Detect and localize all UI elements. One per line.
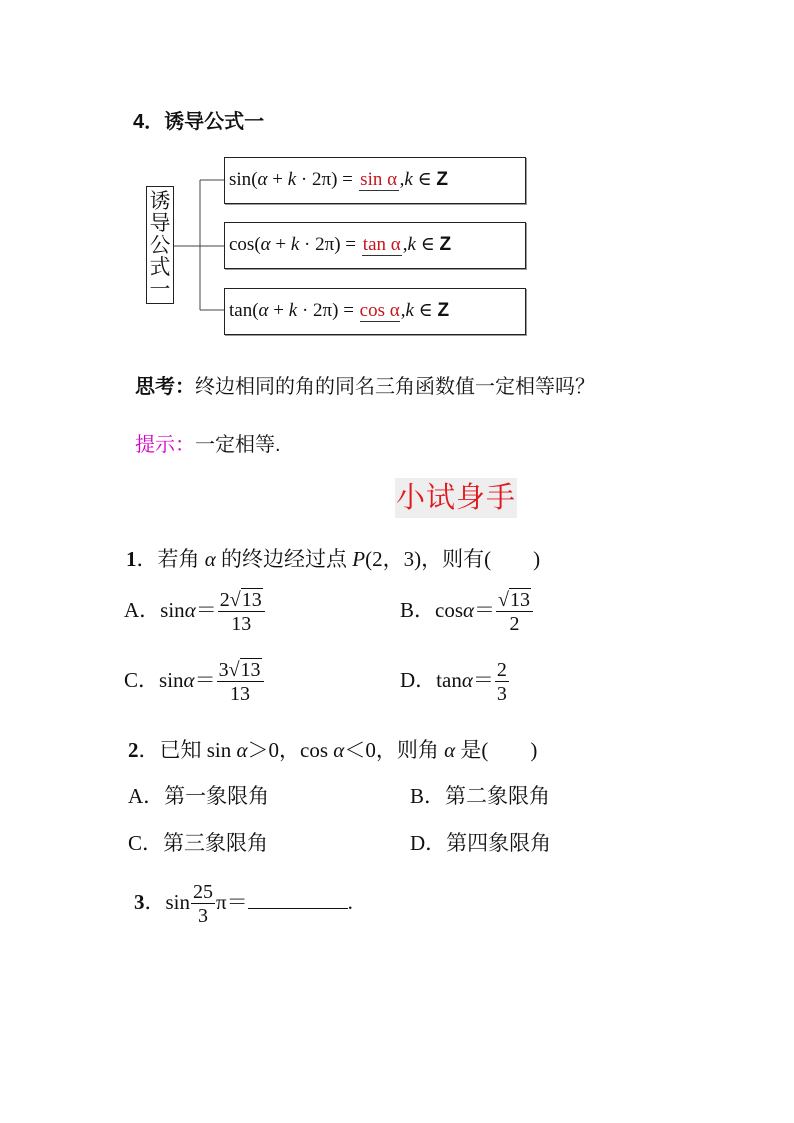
alpha-symbol: α xyxy=(444,738,456,762)
denominator: 3 xyxy=(198,905,209,927)
alpha-symbol: α xyxy=(183,667,195,692)
fn-name: sin xyxy=(159,667,184,692)
denominator: 3 xyxy=(496,683,507,705)
q1-option-d xyxy=(400,660,510,704)
plus: + xyxy=(268,300,289,321)
two-pi: 2π xyxy=(313,300,333,321)
paren: ( xyxy=(252,300,259,321)
k-symbol: k xyxy=(287,169,297,190)
formula-box-sin xyxy=(224,157,526,204)
alpha-symbol: α xyxy=(184,597,196,622)
answer-sin: sin α xyxy=(360,169,398,190)
period: . xyxy=(347,889,353,914)
element-of: ∈ xyxy=(413,300,438,321)
equals: = xyxy=(337,169,358,190)
comma: , xyxy=(400,300,406,321)
formula-box-tan xyxy=(224,288,526,335)
integer-set: Z xyxy=(439,234,452,255)
equals: ＝ xyxy=(194,667,216,692)
numerator: 2 xyxy=(496,659,507,681)
k-symbol: k xyxy=(405,300,414,321)
section-heading xyxy=(133,105,264,134)
plus: + xyxy=(270,234,291,255)
q2-option-d xyxy=(410,827,551,857)
two-pi: 2π xyxy=(315,234,335,255)
answer-cos: tan α xyxy=(362,234,401,255)
think-text: 终边相同的角的同名三角函数值一定相等吗？ xyxy=(195,376,595,398)
q2-option-a xyxy=(128,780,269,810)
dot: · xyxy=(299,234,316,255)
option-letter: D． xyxy=(410,831,447,855)
radicand: 13 xyxy=(241,589,262,611)
bracket-connector xyxy=(120,160,230,340)
fn-name: cos xyxy=(229,234,255,255)
fraction: $\frac{√13}{2}$ xyxy=(496,590,533,634)
alpha-symbol: α xyxy=(258,300,269,321)
comma: , xyxy=(402,234,408,255)
side-label-char: 一 xyxy=(149,277,171,301)
dot: · xyxy=(296,169,312,190)
q1-number: 1 xyxy=(126,547,137,571)
paren: ( xyxy=(251,169,258,190)
equals: ＝ xyxy=(195,597,217,622)
equals: ＝ xyxy=(474,597,496,622)
text: 的终边经过点 xyxy=(215,547,353,571)
fn-name: sin xyxy=(165,889,191,914)
fn-name: sin xyxy=(160,597,185,622)
element-of: ∈ xyxy=(415,234,440,255)
side-label-box xyxy=(146,186,174,304)
q1-option-b xyxy=(400,590,534,634)
comma: , xyxy=(399,169,405,190)
radicand: 13 xyxy=(240,659,261,681)
denominator: 2 xyxy=(509,613,520,635)
text: 已知 sin xyxy=(159,738,237,762)
section-title: 诱导公式一 xyxy=(164,111,265,133)
q1-option-a xyxy=(124,590,266,634)
side-label-char: 式 xyxy=(149,255,171,279)
side-label-char: 诱 xyxy=(149,189,171,213)
q2-option-c xyxy=(128,827,268,857)
q1-stem xyxy=(126,543,540,573)
q2-option-b xyxy=(410,780,550,810)
text: ＞0，cos xyxy=(247,738,334,762)
text: 若角 xyxy=(157,547,205,571)
plus: + xyxy=(267,169,288,190)
section-sep: ． xyxy=(144,111,165,133)
equals: ＝ xyxy=(472,667,494,692)
text: ＜0，则角 xyxy=(344,738,445,762)
formula-box-cos xyxy=(224,222,526,269)
two-pi: 2π xyxy=(311,169,332,190)
option-letter: C． xyxy=(128,831,164,855)
alpha-symbol: α xyxy=(260,234,271,255)
side-label-char: 导 xyxy=(149,211,171,235)
fn-name: cos xyxy=(435,597,464,622)
alpha-symbol: α xyxy=(463,597,475,622)
equals: = xyxy=(340,234,361,255)
q3-number: 3 xyxy=(134,889,145,914)
denominator: 13 xyxy=(230,683,251,705)
fraction: $\frac{2√13}{13}$ xyxy=(218,590,265,634)
fraction: $\frac{3√13}{13}$ xyxy=(217,660,264,704)
q1-option-c xyxy=(124,660,265,704)
coef: 2 xyxy=(219,589,230,611)
section-banner: 小试身手 xyxy=(395,478,517,518)
hint-text: 一定相等. xyxy=(195,434,281,456)
alpha-symbol: α xyxy=(461,667,473,692)
fraction xyxy=(495,660,509,704)
side-label-char: 公 xyxy=(149,233,171,257)
k-symbol: k xyxy=(404,169,413,190)
integer-set: Z xyxy=(436,169,448,190)
hint-line xyxy=(135,428,281,457)
numerator: 25 xyxy=(193,881,214,903)
radicand: 13 xyxy=(510,589,531,611)
alpha-symbol: α xyxy=(204,547,216,571)
option-text: 第三象限角 xyxy=(163,831,269,855)
fn-name: tan xyxy=(229,300,253,321)
answer-blank[interactable] xyxy=(248,888,348,909)
k-symbol: k xyxy=(290,234,300,255)
pi-symbol: π xyxy=(216,889,227,914)
option-letter: D． xyxy=(400,667,437,692)
text: (2，3)，则有( ) xyxy=(365,547,541,571)
alpha-symbol: α xyxy=(257,169,268,190)
integer-set: Z xyxy=(437,300,450,321)
think-line xyxy=(135,370,595,399)
sep: ． xyxy=(144,889,166,914)
q2-stem xyxy=(128,734,537,764)
fn-name: tan xyxy=(436,667,462,692)
fn-name: sin xyxy=(229,169,252,190)
option-letter: B． xyxy=(400,597,436,622)
option-text: 第一象限角 xyxy=(164,784,270,808)
fraction xyxy=(191,882,215,926)
point-symbol: P xyxy=(352,547,366,571)
paren: ( xyxy=(254,234,261,255)
dot: · xyxy=(297,300,314,321)
paren: ) xyxy=(332,300,339,321)
denominator: 13 xyxy=(231,613,252,635)
option-text: 第四象限角 xyxy=(446,831,552,855)
option-letter: C． xyxy=(124,667,160,692)
hint-label: 提示： xyxy=(135,434,195,456)
option-letter: A． xyxy=(124,597,161,622)
option-letter: B． xyxy=(410,784,446,808)
think-label: 思考： xyxy=(135,376,195,398)
answer-tan: cos α xyxy=(359,300,400,321)
equals: ＝ xyxy=(226,889,248,914)
section-number: 4 xyxy=(133,111,145,133)
alpha-symbol: α xyxy=(236,738,248,762)
q3-stem xyxy=(134,882,353,926)
sep: ． xyxy=(138,738,160,762)
coef: 3 xyxy=(218,659,229,681)
equals: = xyxy=(338,300,359,321)
option-letter: A． xyxy=(128,784,165,808)
k-symbol: k xyxy=(407,234,416,255)
element-of: ∈ xyxy=(412,169,437,190)
sep: ． xyxy=(136,547,158,571)
text: 是( ) xyxy=(455,738,538,762)
alpha-symbol: α xyxy=(333,738,345,762)
paren: ) xyxy=(334,234,341,255)
k-symbol: k xyxy=(288,300,298,321)
paren: ) xyxy=(331,169,338,190)
option-text: 第二象限角 xyxy=(445,784,551,808)
q2-number: 2 xyxy=(128,738,139,762)
